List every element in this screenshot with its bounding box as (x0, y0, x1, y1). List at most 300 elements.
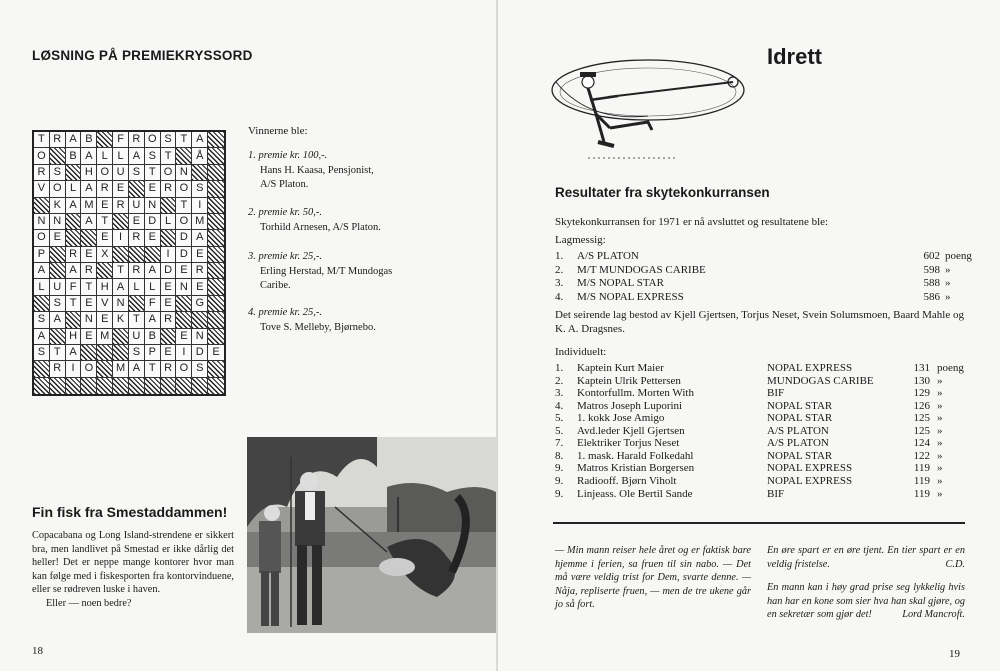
crossword-block-cell (208, 148, 224, 164)
individual-rank: 3. (555, 387, 564, 400)
crossword-block-cell (129, 378, 145, 394)
individual-team: A/S PLATON (767, 437, 829, 450)
crossword-letter-cell: F (113, 132, 129, 148)
fish-article-body (32, 529, 234, 610)
crossword-block-cell (113, 214, 129, 230)
crossword-letter-cell: E (145, 181, 161, 197)
crossword-letter-cell: U (129, 329, 145, 345)
crossword-block-cell (208, 181, 224, 197)
crossword-letter-cell: A (145, 312, 161, 328)
individual-name: Elektriker Torjus Neset (577, 437, 680, 450)
crossword-block-cell (176, 378, 192, 394)
crossword-letter-cell: O (34, 230, 50, 246)
crossword-letter-cell: E (81, 329, 97, 345)
jokes-right (767, 544, 965, 632)
page-number-right: 19 (949, 648, 960, 660)
crossword-letter-cell: E (208, 345, 224, 361)
individual-score: 125 (913, 412, 930, 425)
crossword-letter-cell: B (145, 329, 161, 345)
crossword-block-cell (50, 329, 66, 345)
crossword-letter-cell: N (145, 198, 161, 214)
individual-score-unit: » (937, 374, 943, 387)
crossword-letter-cell: S (34, 312, 50, 328)
team-rank: 4. (555, 290, 564, 303)
crossword-letter-cell: S (192, 361, 208, 377)
crossword-block-cell (208, 214, 224, 230)
crossword-letter-cell: U (129, 198, 145, 214)
crossword-letter-cell: R (113, 198, 129, 214)
individual-team: A/S PLATON (767, 424, 829, 437)
team-score-unit: poeng (945, 250, 972, 262)
individual-result-row (555, 413, 965, 425)
individual-rank: 5. (555, 412, 564, 425)
crossword-letter-cell: A (145, 263, 161, 279)
individual-score-unit: » (937, 449, 943, 462)
crossword-letter-cell: S (50, 165, 66, 181)
crossword-block-cell (176, 312, 192, 328)
crossword-letter-cell: E (192, 247, 208, 263)
crossword-letter-cell: L (66, 181, 82, 197)
crossword-letter-cell: A (81, 214, 97, 230)
crossword-letter-cell: T (81, 279, 97, 295)
crossword-letter-cell: T (50, 345, 66, 361)
winners-intro: Vinnerne ble: (248, 125, 308, 137)
crossword-block-cell (208, 296, 224, 312)
crossword-letter-cell: E (145, 230, 161, 246)
individual-team: NOPAL STAR (767, 399, 833, 412)
team-results-label: Lagmessig: (555, 234, 606, 246)
individual-name: Kontorfullm. Morten With (577, 387, 694, 400)
crossword-letter-cell: I (113, 230, 129, 246)
crossword-block-cell (113, 345, 129, 361)
crossword-letter-cell: D (176, 230, 192, 246)
individual-score-unit: » (937, 437, 943, 450)
crossword-letter-cell: O (97, 165, 113, 181)
crossword-block-cell (34, 198, 50, 214)
prize-winner-line: Torhild Arnesen, A/S Platon. (260, 222, 381, 233)
crossword-block-cell (208, 247, 224, 263)
individual-team: NOPAL EXPRESS (767, 362, 853, 374)
crossword-letter-cell: V (34, 181, 50, 197)
crossword-letter-cell: R (50, 132, 66, 148)
crossword-letter-cell: F (66, 279, 82, 295)
crossword-letter-cell: H (97, 279, 113, 295)
team-rank: 2. (555, 263, 564, 276)
crossword-letter-cell: T (113, 263, 129, 279)
individual-team: BIF (767, 387, 785, 400)
crossword-letter-cell: M (97, 329, 113, 345)
crossword-block-cell (192, 165, 208, 181)
crossword-letter-cell: R (161, 312, 177, 328)
page-gutter (496, 0, 498, 671)
crossword-letter-cell: I (66, 361, 82, 377)
crossword-letter-cell: N (81, 312, 97, 328)
individual-score-unit: » (937, 424, 943, 437)
prize-winner-line: Caribe. (260, 279, 291, 291)
crossword-letter-cell: A (129, 148, 145, 164)
crossword-letter-cell: I (192, 198, 208, 214)
crossword-letter-cell: O (50, 181, 66, 197)
crossword-letter-cell: D (145, 214, 161, 230)
crossword-letter-cell: G (192, 296, 208, 312)
fish-article-title: Fin fisk fra Smestaddammen! (32, 504, 228, 520)
prize-1 (248, 150, 448, 191)
crossword-block-cell (66, 378, 82, 394)
crossword-letter-cell: R (161, 361, 177, 377)
prize-2 (248, 207, 448, 235)
crossword-block-cell (113, 247, 129, 263)
individual-result-row (555, 363, 965, 375)
crossword-letter-cell: O (145, 132, 161, 148)
crossword-letter-cell: R (50, 361, 66, 377)
team-result-row (555, 292, 965, 304)
individual-result-row (555, 401, 965, 413)
crossword-letter-cell: A (192, 230, 208, 246)
crossword-letter-cell: A (113, 279, 129, 295)
crossword-letter-cell: R (34, 165, 50, 181)
individual-team: BIF (767, 487, 785, 500)
crossword-block-cell (50, 263, 66, 279)
crossword-letter-cell: A (50, 312, 66, 328)
team-score: 602 (923, 250, 940, 262)
crossword-letter-cell: N (176, 279, 192, 295)
section-divider (553, 522, 965, 524)
crossword-block-cell (113, 329, 129, 345)
crossword-letter-cell: P (34, 247, 50, 263)
individual-score-unit: » (937, 474, 943, 487)
crossword-block-cell (113, 378, 129, 394)
crossword-letter-cell: S (50, 296, 66, 312)
team-score: 598 (923, 263, 940, 276)
crossword-letter-cell: E (50, 230, 66, 246)
individual-result-row (555, 426, 965, 438)
joke-right-2 (767, 581, 965, 622)
individual-name: Kaptein Ulrik Pettersen (577, 374, 681, 387)
crossword-letter-cell: R (129, 230, 145, 246)
team-rank: 1. (555, 250, 564, 262)
team-result-row (555, 278, 965, 290)
crossword-letter-cell: E (81, 296, 97, 312)
crossword-letter-cell: N (34, 214, 50, 230)
individual-name: Kaptein Kurt Maier (577, 362, 664, 374)
crossword-letter-cell: L (145, 279, 161, 295)
crossword-letter-cell: K (50, 198, 66, 214)
prize-3 (248, 251, 448, 292)
crossword-letter-cell: R (129, 263, 145, 279)
crossword-letter-cell: T (97, 214, 113, 230)
prize-4 (248, 307, 448, 335)
crossword-block-cell (97, 345, 113, 361)
team-name: A/S PLATON (577, 250, 639, 262)
individual-name: Matros Joseph Luporini (577, 399, 683, 412)
crossword-letter-cell: R (97, 181, 113, 197)
crossword-block-cell (161, 329, 177, 345)
crossword-block-cell (50, 378, 66, 394)
individual-score: 119 (913, 474, 930, 487)
individual-rank: 5. (555, 424, 564, 437)
crossword-letter-cell: S (145, 148, 161, 164)
crossword-block-cell (208, 378, 224, 394)
crossword-block-cell (129, 181, 145, 197)
individual-result-row (555, 388, 965, 400)
crossword-block-cell (81, 345, 97, 361)
crossword-block-cell (81, 378, 97, 394)
crossword-letter-cell: E (161, 296, 177, 312)
crossword-block-cell (145, 247, 161, 263)
individual-results-label: Individuelt: (555, 346, 607, 358)
crossword-block-cell (81, 230, 97, 246)
crossword-block-cell (97, 361, 113, 377)
crossword-letter-cell: N (113, 296, 129, 312)
individual-score-unit: » (937, 412, 943, 425)
crossword-letter-cell: N (176, 165, 192, 181)
crossword-letter-cell: E (176, 329, 192, 345)
crossword-letter-cell: A (192, 132, 208, 148)
crossword-block-cell (161, 230, 177, 246)
crossword-letter-cell: S (34, 345, 50, 361)
crossword-letter-cell: M (81, 198, 97, 214)
prize-winner-line: Tove S. Melleby, Bjørnebo. (260, 322, 376, 333)
individual-rank: 8. (555, 449, 564, 462)
individual-name: 1. kokk Jose Amigo (577, 412, 665, 425)
crossword-block-cell (208, 230, 224, 246)
crossword-grid (32, 130, 226, 396)
individual-score: 122 (913, 449, 930, 462)
crossword-block-cell (145, 378, 161, 394)
crossword-letter-cell: L (34, 279, 50, 295)
prize-winner-line: Erling Herstad, M/T Mundogas (260, 266, 393, 277)
individual-name: Avd.leder Kjell Gjertsen (577, 424, 685, 437)
crossword-letter-cell: S (129, 165, 145, 181)
crossword-block-cell (208, 329, 224, 345)
crossword-letter-cell: A (129, 361, 145, 377)
crossword-letter-cell: I (176, 345, 192, 361)
individual-score-unit: » (937, 399, 943, 412)
crossword-letter-cell: E (97, 198, 113, 214)
individual-team: MUNDOGAS CARIBE (767, 374, 874, 387)
crossword-letter-cell: O (81, 361, 97, 377)
crossword-block-cell (97, 263, 113, 279)
crossword-block-cell (208, 198, 224, 214)
individual-score: 125 (913, 424, 930, 437)
team-score-unit: » (945, 290, 951, 303)
crossword-letter-cell: L (97, 148, 113, 164)
crossword-block-cell (66, 214, 82, 230)
joke-right-2-text: En mann kan i høy grad prise seg lykkelig hvis han har en kone som sier hva han skal gjøre, og en sekretær som gjør det! (767, 582, 965, 621)
individual-score-unit: poeng (937, 362, 964, 374)
crossword-letter-cell: O (176, 361, 192, 377)
crossword-letter-cell: T (145, 361, 161, 377)
crossword-letter-cell: D (192, 345, 208, 361)
crossword-block-cell (34, 296, 50, 312)
crossword-letter-cell: H (66, 329, 82, 345)
crossword-letter-cell: B (81, 132, 97, 148)
crossword-letter-cell: L (113, 148, 129, 164)
prize-title: 2. premie kr. 50,-. (248, 207, 322, 218)
crossword-letter-cell: D (176, 247, 192, 263)
winning-team-members: Det seirende lag bestod av Kjell Gjertsen, Torjus Neset, Svein Solumsmoen, Baard Mahle og K. A. Dragsnes. (555, 309, 964, 336)
individual-score: 124 (913, 437, 930, 450)
team-score-unit: » (945, 277, 951, 290)
crossword-letter-cell: M (113, 361, 129, 377)
crossword-block-cell (161, 198, 177, 214)
crossword-letter-cell: L (161, 214, 177, 230)
individual-name: 1. mask. Harald Folkedahl (577, 449, 694, 462)
team-score: 588 (923, 277, 940, 290)
individual-score: 126 (913, 399, 930, 412)
crossword-letter-cell: R (192, 263, 208, 279)
crossword-block-cell (208, 279, 224, 295)
joke-left: — Min mann reiser hele året og er faktisk bare hjemme i ferien, sa fruen til sin nabo. — Det må være veldig trist for Dem, svarte denne. — Nåja, repliserte fruen, — men de tre ukene går jo så fort. (555, 545, 751, 611)
crossword-block-cell (50, 148, 66, 164)
fishing-photo (247, 437, 496, 633)
team-result-row (555, 250, 972, 263)
crossword-letter-cell: O (176, 214, 192, 230)
crossword-block-cell (66, 230, 82, 246)
individual-name: Radiooff. Bjørn Viholt (577, 474, 677, 487)
crossword-block-cell (208, 263, 224, 279)
page-number-left: 18 (32, 645, 43, 657)
crossword-block-cell (66, 312, 82, 328)
crossword-block-cell (208, 165, 224, 181)
crossword-letter-cell: I (161, 247, 177, 263)
individual-score: 129 (913, 387, 930, 400)
individual-team: NOPAL STAR (767, 412, 833, 425)
crossword-letter-cell: S (161, 132, 177, 148)
crossword-letter-cell: E (81, 247, 97, 263)
crossword-letter-cell: U (50, 279, 66, 295)
individual-score: 119 (913, 487, 930, 500)
results-intro: Skytekonkurransen for 1971 er nå avsluttet og resultatene ble: (555, 216, 829, 228)
team-score: 586 (923, 290, 940, 303)
prize-title: 4. premie kr. 25,-. (248, 307, 322, 318)
fishing-photo-image (247, 437, 496, 633)
crossword-letter-cell: A (66, 263, 82, 279)
crossword-letter-cell: T (176, 198, 192, 214)
crossword-block-cell (192, 312, 208, 328)
individual-score-unit: » (937, 462, 943, 475)
prize-title: 3. premie kr. 25,-. (248, 251, 322, 262)
crossword-letter-cell: F (145, 296, 161, 312)
individual-score: 119 (913, 462, 930, 475)
crossword-letter-cell: T (176, 132, 192, 148)
crossword-letter-cell: A (66, 198, 82, 214)
prize-winner-line: Hans H. Kaasa, Pensjonist, (260, 165, 374, 176)
individual-result-row (555, 463, 965, 475)
fish-article-closing: Eller — noen bedre? (46, 597, 132, 609)
team-name: M/S NOPAL EXPRESS (577, 290, 684, 303)
individual-team: NOPAL EXPRESS (767, 462, 853, 475)
crossword-letter-cell: R (129, 132, 145, 148)
team-name: M/S NOPAL STAR (577, 277, 664, 290)
prize-title: 1. premie kr. 100,-. (248, 150, 328, 161)
crossword-letter-cell: E (192, 279, 208, 295)
individual-rank: 9. (555, 487, 564, 500)
shooter-cartoon (548, 52, 753, 162)
crossword-letter-cell: E (161, 279, 177, 295)
crossword-block-cell (34, 361, 50, 377)
individual-rank: 1. (555, 362, 564, 374)
crossword-letter-cell: O (161, 165, 177, 181)
crossword-letter-cell: E (113, 181, 129, 197)
crossword-letter-cell: A (66, 132, 82, 148)
individual-rank: 7. (555, 437, 564, 450)
crossword-letter-cell: X (97, 247, 113, 263)
crossword-letter-cell: A (81, 181, 97, 197)
crossword-block-cell (129, 296, 145, 312)
individual-rank: 9. (555, 462, 564, 475)
individual-result-row (555, 489, 965, 501)
crossword-letter-cell: S (192, 181, 208, 197)
crossword-letter-cell: N (192, 329, 208, 345)
crossword-block-cell (97, 378, 113, 394)
crossword-letter-cell: T (145, 165, 161, 181)
crossword-letter-cell: E (97, 312, 113, 328)
crossword-letter-cell: B (66, 148, 82, 164)
crossword-letter-cell: L (129, 279, 145, 295)
crossword-letter-cell: M (192, 214, 208, 230)
crossword-letter-cell: U (113, 165, 129, 181)
individual-score-unit: » (937, 387, 943, 400)
crossword-letter-cell: R (161, 181, 177, 197)
individual-result-row (555, 438, 965, 450)
crossword-letter-cell: O (34, 148, 50, 164)
crossword-letter-cell: S (129, 345, 145, 361)
shooter-cartoon-drawing (548, 52, 753, 162)
prize-winner-line: A/S Platon. (260, 178, 309, 190)
crossword-letter-cell: T (34, 132, 50, 148)
individual-rank: 2. (555, 374, 564, 387)
team-score-unit: » (945, 263, 951, 276)
crossword-letter-cell: R (81, 263, 97, 279)
crossword-letter-cell: N (50, 214, 66, 230)
team-rank: 3. (555, 277, 564, 290)
crossword-letter-cell: A (34, 263, 50, 279)
individual-result-row (555, 376, 965, 388)
joke-right-2-signature: Lord Mancroft. (902, 609, 965, 621)
individual-result-row (555, 451, 965, 463)
crossword-block-cell (50, 247, 66, 263)
individual-team: NOPAL STAR (767, 449, 833, 462)
crossword-block-cell (192, 378, 208, 394)
crossword-letter-cell: T (66, 296, 82, 312)
crossword-block-cell (66, 165, 82, 181)
crossword-block-cell (208, 361, 224, 377)
joke-right-1-text: En øre spart er en øre tjent. En tier spart er en veldig fristelse. (767, 545, 965, 570)
team-result-row (555, 265, 965, 277)
individual-rank: 9. (555, 474, 564, 487)
crossword-letter-cell: H (81, 165, 97, 181)
crossword-block-cell (176, 148, 192, 164)
crossword-solution-heading: LØSNING PÅ PREMIEKRYSSORD (32, 48, 253, 63)
crossword-letter-cell: E (161, 345, 177, 361)
crossword-letter-cell: K (113, 312, 129, 328)
joke-right-1-signature: C.D. (945, 558, 965, 570)
crossword-letter-cell: A (34, 329, 50, 345)
crossword-letter-cell: R (66, 247, 82, 263)
crossword-block-cell (208, 132, 224, 148)
crossword-letter-cell: Å (192, 148, 208, 164)
individual-name: Linjeass. Ole Bertil Sande (577, 487, 693, 500)
crossword-block-cell (97, 132, 113, 148)
individual-score-unit: » (937, 487, 943, 500)
crossword-letter-cell: E (97, 230, 113, 246)
individual-result-row (555, 476, 965, 488)
crossword-letter-cell: O (176, 181, 192, 197)
crossword-block-cell (161, 378, 177, 394)
individual-score: 130 (913, 374, 930, 387)
crossword-letter-cell: T (161, 148, 177, 164)
